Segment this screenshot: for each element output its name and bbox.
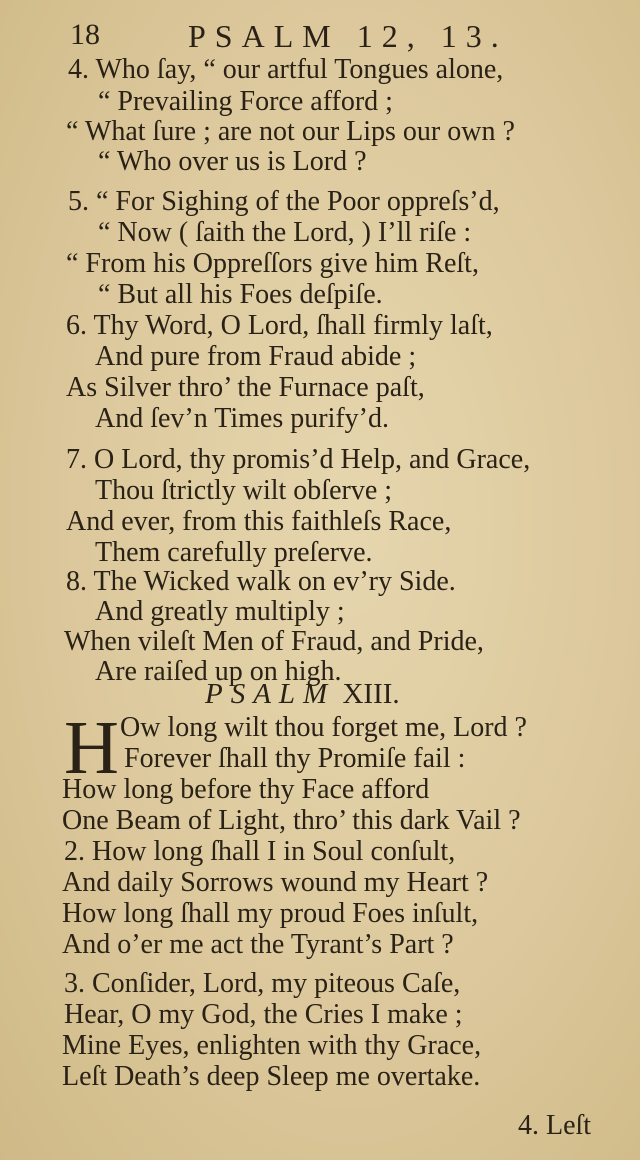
verse-line: Leſt Death’s deep Sleep me overtake. (62, 1061, 481, 1092)
verse-line: Hear, O my God, the Cries I make ; (64, 999, 463, 1030)
verse-line: When vileſt Men of Fraud, and Pride, (64, 626, 484, 657)
verse-line: And greatly multiply ; (95, 596, 345, 627)
catchword: 4. Leſt (518, 1110, 592, 1141)
verse-line: “ From his Oppreſſors give him Reſt, (66, 248, 479, 279)
psalm-13-title: PSALM XIII. (205, 678, 400, 710)
verse-line: One Beam of Light, thro’ this dark Vail ? (62, 805, 521, 836)
verse-line: “ Who over us is Lord ? (98, 146, 367, 177)
verse-line: How long before thy Face afford (62, 774, 430, 805)
verse-line: Forever ſhall thy Promiſe fail : (124, 743, 466, 774)
verse-line: Ow long wilt thou forget me, Lord ? (120, 712, 527, 743)
verse-line: “ But all his Foes deſpiſe. (98, 279, 383, 310)
verse-line: 8. The Wicked walk on ev’ry Side. (66, 566, 456, 597)
verse-line: How long ſhall my proud Foes inſult, (62, 898, 479, 929)
verse-line: “ What ſure ; are not our Lips our own ? (66, 116, 515, 147)
verse-line: Mine Eyes, enlighten with thy Grace, (62, 1030, 482, 1061)
verse-line: And pure from Fraud abide ; (95, 341, 417, 372)
verse-line: 3. Conſider, Lord, my piteous Caſe, (64, 968, 461, 999)
verse-line: And ſev’n Times purify’d. (95, 403, 389, 434)
verse-line: “ Now ( ſaith the Lord, ) I’ll riſe : (98, 217, 472, 248)
verse-line: 5. “ For Sighing of the Poor oppreſs’d, (68, 186, 500, 217)
verse-line: Them carefully preſerve. (95, 537, 373, 568)
verse-line: And ever, from this faithleſs Race, (66, 506, 452, 537)
running-head: PSALM 12, 13. (188, 18, 508, 54)
verse-line: Thou ſtrictly wilt obſerve ; (95, 475, 393, 506)
drop-cap: H (64, 706, 119, 790)
page-header (70, 18, 590, 58)
verse-line: “ Prevailing Force afford ; (98, 86, 393, 117)
verse-line: 2. How long ſhall I in Soul conſult, (64, 836, 456, 867)
verse-line: And o’er me act the Tyrant’s Part ? (62, 929, 454, 960)
verse-line: Are raiſed up on high. (95, 656, 342, 687)
verse-line: 4. Who ſay, “ our artful Tongues alone, (68, 54, 504, 85)
page-number: 18 (70, 18, 100, 51)
verse-line: As Silver thro’ the Furnace paſt, (66, 372, 425, 403)
verse-line: 7. O Lord, thy promis’d Help, and Grace, (66, 444, 531, 475)
verse-line: And daily Sorrows wound my Heart ? (62, 867, 489, 898)
verse-line: 6. Thy Word, O Lord, ſhall firmly laſt, (66, 310, 493, 341)
